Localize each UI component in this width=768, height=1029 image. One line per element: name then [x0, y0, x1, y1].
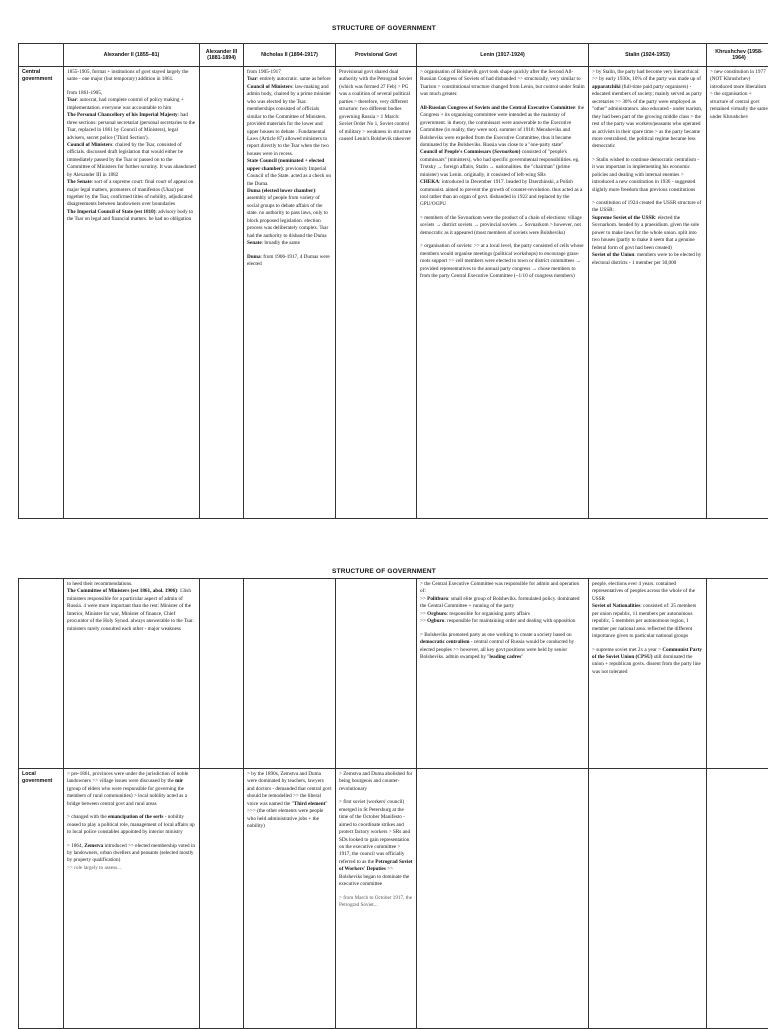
table-cell: from 1905-1917 Tsar: entirely autocratic. same as before Council of Ministers: law-making and admin body, chaired by a prime minister who was elected by the Tsar. memberships consisted of officials similar to the Committee of Ministers. provided materials for the lower and upper houses to debate . Fundamental Laws (Article 87) allowed ministers to report directly to the Tsar when the two houses were in recess. State Council (nominated + elected upper chamber): previously Imperial Council of the State. acted as a check on the Duma. Duma (elected lower chamber): assembly of people from variety of social groups to debate affairs of the state. no authority to pass laws, only to block proposed legislation. election process was deliberately complex. Tsar had the authority to disband the Duma Senate: broadly the same Duma: from 1906-1917, 4 Dumas were elected	[244, 67, 336, 519]
row-label: Central government	[19, 67, 64, 519]
table-cell: > by Stalin, the party had become very hierarchical: >> by early 1930s, 10% of the party was made up of apparatchiki (full-time paid party organisers) - educated members of society; mainly served as party secretaries >> 30% of the party were employed as "other" administrators. also educated - under tsarism, they had been part of the growing middle class > the rest of the party was workers/peasants who operated as activists in their spare time > as the party became more centralised, the political regime became less democratic > Stalin wished to continue democratic centralism - it was important in implementing his economic policies and dealing with internal enemies > introduced a new constitution in 1936 - suggested slightly more freedom than previous constitutions > constitution of 1924 created the USSR structure of the USSR: Supreme Soviet of the USSR: elected the Sovnarkom. headed by a praesidium. given the sole power to make laws for the whole union. split into two houses (partly to make it seem that a genuine federal form of govt had been created) Soviet of the Union: members were to be elected by electoral districts - 1 member per 30,000	[589, 67, 707, 519]
row-label: Local government	[19, 769, 64, 1029]
page-title: STRUCTURE OF GOVERNMENT	[0, 568, 768, 575]
column-header: Alexander III (1881-1894)	[200, 44, 244, 67]
table-cell	[200, 67, 244, 519]
table-cell: > organisation of Bolshevik govt took shape quickly after the Second All-Russian Congress of Soviets of had disbanded >> structurally, very similar to Tsarism > constitutional structure changed from Lenin, but control under Stalin was much greater. All-Russian Congress of Soviets and the Central Executive Committee: the Congress + its organising committee were intended as the mainstay of government. in theory, the commissars were answerable to the Executive Committee (in reality, they were not). summer of 1918: Mensheviks and Bolsheviks were expelled from the Executive Committee, thus it became dominated by the Bolsheviks. Russia was close to a "one-party state" Council of People's Commissars (Sovnarkom) consisted of "people's commissars" (ministers), who had specific governmental responsibilities. eg. Trotsky → foreign affairs, Stalin → nationalities. the "chairman" (prime minister) was Lenin. originally, it consisted of left-wing SRs CHEKA: introduced in December 1917. headed by Dzerzhinski, a Polish communist. aimed to prevent the growth of counter-revolution. thus acted as a tool rather than an organ of govt. disbanded in 1922 and replaced by the GPU/OGPU > members of the Sovnarkom were the product of a chain of elections: village soviets → district soviets → provincial soviets → Sovnarkom > however, not democratic as it appeared (most members of soviets were Bolsheviks) > organisation of soviets: >> at a local level, the party consisted of cells whose members would organise meetings (political workshops) to encourage grass-roots support >> cell members were elected to town or district committees → provided representatives to the annual party congress → chose members to from the party Central Executive Committee (~1/10 of congress members)	[417, 67, 589, 519]
table-cell: > new constitution in 1977 (NOT Khrushchev) introduced more liberalism > the organisation + structure of central govt remained virtually the same under Khrushchev	[707, 67, 768, 519]
table-cell	[707, 769, 768, 1029]
document-page-2	[0, 560, 768, 1024]
table-cell	[200, 579, 244, 769]
table-cell	[200, 769, 244, 1029]
header-row	[19, 44, 768, 67]
table-cell	[244, 579, 336, 769]
table-row	[19, 579, 768, 769]
page-title: STRUCTURE OF GOVERNMENT	[0, 25, 768, 32]
table-cell: Provisional govt shared dual authority with the Petrograd Soviet (which was formed 27 Feb) > PG was a coalition of several political parties > therefore, very different structure: two different bodies governing Russia > 1 March: Soviet Order No 1, Soviet control of military > weakness in structure caused Lenin's Bolshevik takeover	[336, 67, 417, 519]
table-cell: > the Central Executive Committee was responsible for admin and operation of: >> Politburo: small elite group of Bolsheviks. formulated policy. dominated the Central Committee + running of the party >> Orgburo: responsible for organising party affairs >> Ogburo: responsible for maintaining order and dealing with opposition > Bolsheviks promoted party as one working to create a society based on democratic centralism - central control of Russia would be conducted by elected peoples >> however, all key govt positions were held by senior Bolsheviks. admin swamped by "leading cadres"	[417, 579, 589, 769]
column-header: Khrushchev (1958-1964)	[707, 44, 768, 67]
table-cell	[336, 579, 417, 769]
column-header: Alexander II (1855–81)	[64, 44, 200, 67]
table-cell	[417, 769, 589, 1029]
column-header: Nicholas II (1894-1917)	[244, 44, 336, 67]
table-cell	[19, 579, 64, 769]
table-cell	[707, 579, 768, 769]
table-cell: to heed their recommendations. The Committee of Ministers (est 1861, abol. 1906): 13ish ministers responsible for a particular aspect of admin of Russia. 4 were more important than the rest: Minister of the Interior, Minister for war, Minister of finance, Chief procurator of the Holy Synod. always answerable to the Tsar. ministers rarely consulted each other - major weakness	[64, 579, 200, 769]
column-header: Stalin (1924-1953)	[589, 44, 707, 67]
column-header	[19, 44, 64, 67]
table-cell: 1855-1905, format + institutions of govt stayed largely the same - one major (but temporary) addition in 1861. from 1861-1905, Tsar: autocrat, had complete control of policy making + implementation. everyone was accountable to him The Personal Chancellory of his Imperial Majesty: had three sections: personal secretariat (personal secretaries to the Tsar, replaced in 1861 by Council of Ministers), legal advisers, secret police ('Third Section'). Council of Ministers: chaired by the Tsar, consisted of officials. discussed draft legislation that would either be immediately passed by the Tsar or passed on to the Committee of Ministers for further scrutiny. It was abandoned by Alexander III in 1882 The Senate: sort of a supreme court: final court of appeal on major legal matters, promoters of manifestos (Ukaz) put together by the Tsar, confirmed titles of nobility, adjudicated disagreements between landowners over boundaries The Imperial Council of State (est 1810): advisory body to the Tsar on legal and financial matters. he had no obligation	[64, 67, 200, 519]
government-table-continued	[18, 578, 768, 1029]
table-row	[19, 67, 768, 519]
table-cell	[589, 769, 707, 1029]
column-header: Lenin (1917-1924)	[417, 44, 589, 67]
government-table	[18, 43, 768, 519]
table-row	[19, 769, 768, 1029]
table-cell: people. elections ever 4 years. contained representatives of peoples across the whole of the USSR Soviet of Nationalities: consisted of: 25 members per union republic, 11 members per autonomous republic, 5 members per autonomous region, 1 member per national area. reflected the different importance given to particular national groups > supreme soviet met 2x a year > Communist Party of the Soviet Union (CPSU) still dominated the union + republican govts. dissent from the party line was not tolerated	[589, 579, 707, 769]
table-cell: > Zemstva and Duma abolished for being bourgeois and counter-revolutionary > first soviet (workers' council) emerged in St Petersburg at the time of the October Manifesto - aimed to coordinate strikes and protect factory workers > SRs and SDs looked to gain representation on the executive committee > 1917, the council was officially referred to as the Petrograd Soviet of Workers' Deputies >> Bolsheviks began to dominate the executive committee > from March to October 1917, the Petrograd Soviet...	[336, 769, 417, 1029]
table-cell: > by the 1890s, Zemstva and Duma were dominated by teachers, lawyers and doctors - demanded that central govt should be remodelled >> the liberal voice was named the "Third element" >>> (the other elements were people who held administrative jobs + the nobility)	[244, 769, 336, 1029]
column-header: Provisional Govt	[336, 44, 417, 67]
table-cell: > pre-1861, provinces were under the jurisdiction of noble landowners >> village issues were discussed by the mir (group of elders who were responsible for governing the members of rural communities) > local nobility acted as a bridge between central govt and rural areas > changed with the emancipation of the serfs - nobility ceased to play a political role, management of local affairs up to local police constables appointed by interior ministry > 1864, Zemstva introduced >> elected membership voted in by landowners, urban dwellers and peasants (selected mostly by property qualification) >> role largely to assess...	[64, 769, 200, 1029]
